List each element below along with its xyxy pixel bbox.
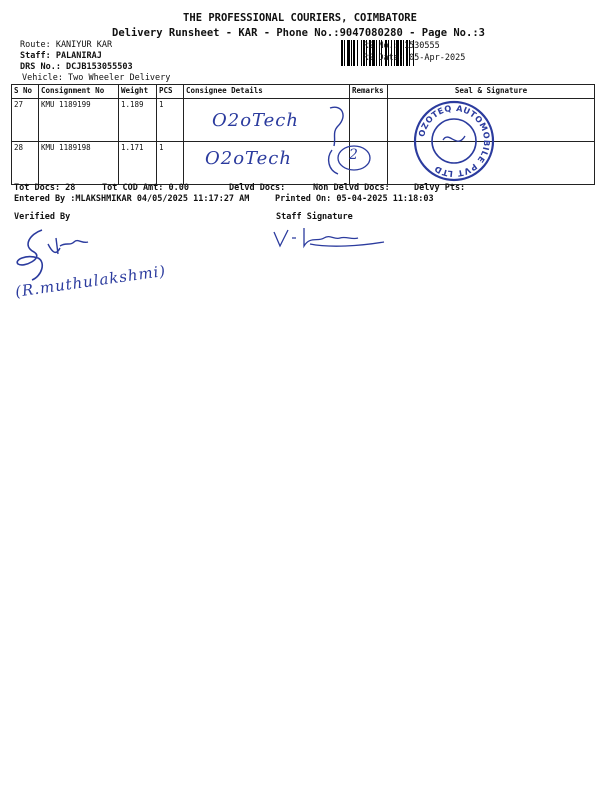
handwritten-consignee-1: O2oTech	[212, 110, 299, 131]
staff-label: Staff: PALANIRAJ	[20, 51, 102, 61]
handwritten-consignee-2: O2oTech	[205, 148, 292, 169]
cell-weight: 1.189	[119, 99, 157, 142]
cell-sno: 27	[12, 99, 39, 142]
col-header-consignment: Consignment No	[39, 85, 119, 99]
company-seal-stamp	[413, 100, 495, 182]
verified-by-label: Verified By	[14, 212, 71, 222]
staff-signature	[270, 224, 390, 254]
table-header-row	[12, 85, 595, 99]
rs-date: RS Date: 05-Apr-2025	[363, 53, 466, 63]
delivered-docs: Delvd Docs:	[229, 183, 286, 193]
total-cod-amount: Tot COD Amt: 0.00	[102, 183, 189, 193]
delivery-points: Delvy Pts:	[414, 183, 466, 193]
runsheet-subtitle: Delivery Runsheet - KAR - Phone No.:9047080280 - Page No.:3	[112, 27, 485, 39]
runsheet-table	[11, 84, 595, 185]
cell-consignment: KMU 1189198	[39, 142, 119, 185]
non-delivered-docs: Non Delvd Docs:	[313, 183, 390, 193]
handwritten-remark: 2	[349, 147, 359, 163]
table-row	[12, 142, 595, 185]
company-title: THE PROFESSIONAL COURIERS, COIMBATORE	[183, 12, 417, 24]
verifier-name-handwritten: (R.muthulakshmi)	[14, 261, 168, 301]
entered-by: Entered By :MLAKSHMIKAR 04/05/2025 11:17:27 AM	[14, 194, 250, 204]
svg-text:OZOTEQ AUTOMOBILE PVT LTD: OZOTEQ AUTOMOBILE PVT LTD	[416, 102, 493, 180]
total-docs: Tot Docs: 28	[14, 183, 76, 193]
cell-weight: 1.171	[119, 142, 157, 185]
col-header-consignee: Consignee Details	[184, 85, 350, 99]
col-header-remarks: Remarks	[350, 85, 388, 99]
cell-consignment: KMU 1189199	[39, 99, 119, 142]
vehicle-label: Vehicle: Two Wheeler Delivery	[22, 73, 171, 83]
drs-number: DRS No.: DCJB153055503	[20, 62, 133, 72]
cell-pcs: 1	[157, 142, 184, 185]
staff-signature-label: Staff Signature	[276, 212, 353, 222]
cell-sno: 28	[12, 142, 39, 185]
rs-number: RS No.: 1530555	[363, 41, 440, 51]
cell-pcs: 1	[157, 99, 184, 142]
col-header-weight: Weight	[119, 85, 157, 99]
printed-on: Printed On: 05-04-2025 11:18:03	[275, 194, 434, 204]
table-row	[12, 99, 595, 142]
col-header-sno: S No	[12, 85, 39, 99]
col-header-pcs: PCS	[157, 85, 184, 99]
col-header-seal: Seal & Signature	[388, 85, 595, 99]
route-label: Route: KANIYUR KAR	[20, 40, 113, 50]
